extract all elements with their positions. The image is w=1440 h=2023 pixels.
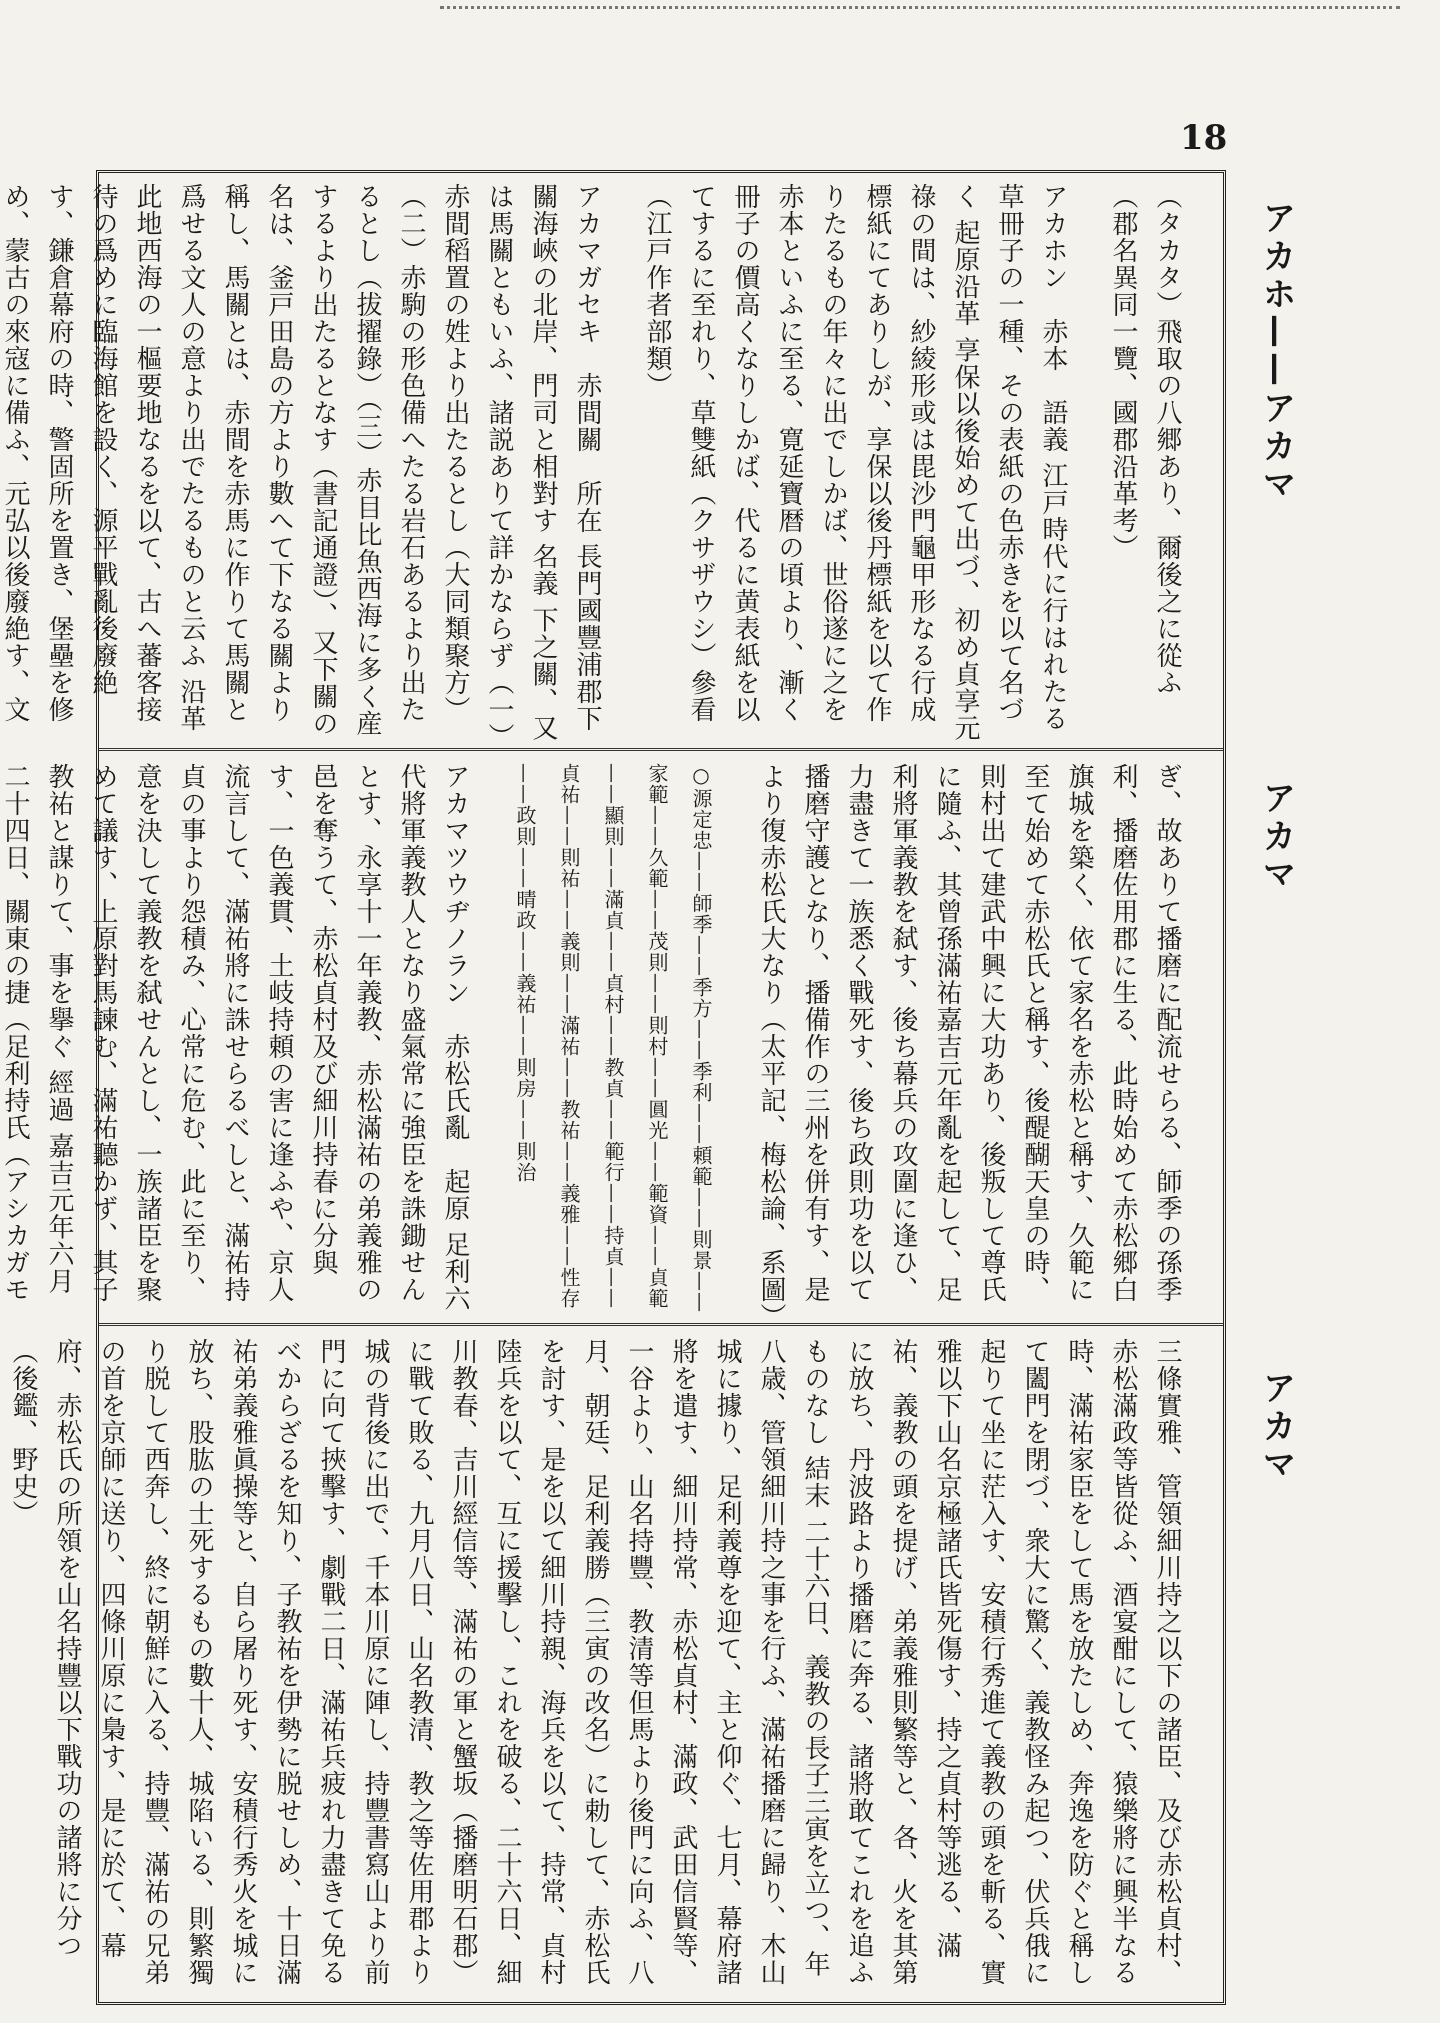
top-dotted-rule <box>440 6 1400 9</box>
paragraph: （タカタ）飛取の八郷あり、爾後之に從ふ（郡名異同一覽、國郡沿革考） <box>1108 183 1182 696</box>
entry-akamatsu-uji-no-ran: アカマツウヂノラン 赤松氏亂 起原 足利六代將軍義教人となり盛氣常に強臣を誅鋤せんとす、永享十一年義教、赤松滿祐の弟義雅の邑を奪うて、赤松貞村及び細川持春に分與す、一色義貫、土岐持頼の害に逢ふや、京人流言して、滿祐將に誅せらるべしと、滿祐持貞の事より怨積み、心常に危む、此に至り、意を決して義教を弑せんとし、一族諸臣を聚めて議す、上原對馬諫む、滿祐聽かず、其子教祐と謀りて、事を擧ぐ 經過 嘉吉元年六月二十四日、關東の捷（足利持氏（アシカガモ <box>0 763 470 1313</box>
section-divider <box>99 748 1223 751</box>
paragraph: 三條實雅、管領細川持之以下の諸臣、及び赤松貞村、赤松滿政等皆從ふ、酒宴酣にして、猿樂將に興半なる時、滿祐家臣をして馬を放たしめ、奔逸を防ぐと稱して闔門を閉づ、衆大に驚く、義教怪み起つ、伏兵俄に起りて坐に茫入す、安積行秀進て義教の頭を斬る、實雅以下山名京極諸氏皆死傷す、持之貞村等逃る、滿祐、義教の頭を提げ、弟義雅則繁等と、各、火を其第に放ち、丹波路より播磨に奔る、諸將敢てこれを追ふものなし 結末 二十六日、義教の長子三寅を立つ、年八歳、管領細川持之事を行ふ、滿祐播磨に歸り、木山城に據り、足利義尊を迎て、主と仰ぐ、七月、幕府諸將を遣す、細川持常、赤松貞村、滿政、武田信賢等、一谷より、山名持豐、教清等但馬より後門に向ふ、八月、朝廷、足利義勝（三寅の改名）に勅して、赤松氏を討す、是を以て細川持親、海兵を以て、持常、貞村陸兵を以て、互に援擊し、これを破る、二十六日、細川教春、吉川經信等、滿祐の軍と蟹坂（播磨明石郡）に戰て敗る、九月八日、山名教清、教之等佐用郡より城の背後に出で、千本川原に陣し、持豐書寫山より前門に向て挾擊す、劇戰二日、滿祐兵疲れ力盡きて免るべからざるを知り、子教祐を伊勢に脱せしめ、十日滿祐弟義雅眞操等と、自ら屠り死す、安積行秀火を城に放ち、股肱の士死するもの數十人、城陷いる、則繁獨り脱して西奔し、終に朝鮮に入る、持豐、滿祐の兄弟の首を京師に送り、四條川原に梟す、是に於て、幕府、赤松氏の所領を山名持豐以下戰功の諸將に分つ（後鑑、野史） <box>8 1338 1182 1986</box>
entry-akamagaseki: アカマガセキ 赤間關 所在 長門國豐浦郡下關海峽の北岸、門司と相對す 名義 下之關、又は馬關ともいふ、諸説ありて詳かならず（一）赤間稻置の姓より出たるとし（大同類聚方）（二）赤駒の形色備へたる岩石あるより出たるとし（拔擢錄）（三）赤目比魚西海に多く産するより出たるとなす（書記通證）、又下關の名は、釜戸田島の方より數へて下なる關より稱し、馬關とは、赤間を赤馬に作りて馬關と爲せる文人の意より出でたるものと云ふ 沿革 此地西海の一樞要地なるを以て、古へ蕃客接待の爲めに臨海館を設く、源平戰亂後廢絶す、鎌倉幕府の時、警固所を置き、堡壘を修め、蒙古の來寇に備ふ、元弘以後廢絶す、文 <box>0 183 602 742</box>
section-top <box>0 183 1215 743</box>
page-frame <box>0 170 1226 2005</box>
page-number: 18 <box>1180 118 1228 158</box>
genealogy-chart: ○源定忠——師季——季方——季利——頼範——則景——家範——久範——茂則——則村——圓光——範資——貞範——顯則——滿貞——貞村——教貞——範行——持貞——貞祐——則祐——義則——滿祐——教祐——義雅——性存——政則——晴政——義祐——則房——則治 <box>513 763 713 1313</box>
running-head-3: アカマ <box>1256 1370 1296 1484</box>
running-head-1: アカホ——アカマ <box>1256 200 1296 504</box>
running-head-2: アカマ <box>1256 780 1296 894</box>
entry-akahon: アカホン 赤本 語義 江戸時代に行はれたる草冊子の一種、その表紙の色赤きを以て名づく 起原沿革 享保以後始めて出づ、初め貞享元祿の間は、紗綾形或は毘沙門龜甲形なる行成標紙にてありしが、享保以後丹標紙を以て作りたるもの年々に出でしかば、世俗遂に之を赤本といふに至る、寛延寶暦の頃より、漸く冊子の價高くなりしかば、代るに黄表紙を以てするに至れり、草雙紙（クサザウシ）參看（江戸作者部類） <box>642 183 1068 742</box>
section-bottom <box>8 1338 1215 1998</box>
section-middle <box>0 763 1215 1330</box>
paragraph: ぎ、故ありて播磨に配流せらる、師季の孫季利、播磨佐用郡に生る、此時始めて赤松郷白旗城を築く、依て家名を赤松と稱す、久範に至て始めて赤松氏と稱す、後醍醐天皇の時、則村出て建武中興に大功あり、後叛して尊氏に隨ふ、其曾孫滿祐嘉吉元年亂を起して、足利將軍義教を弑す、後ち幕兵の攻圍に逢ひ、力盡きて一族悉く戰死す、後ち政則功を以て播磨守護となり、播備作の三州を併有す、是より復赤松氏大なり（太平記、梅松論、系圖） <box>756 763 1182 1330</box>
section-divider <box>99 1323 1223 1326</box>
